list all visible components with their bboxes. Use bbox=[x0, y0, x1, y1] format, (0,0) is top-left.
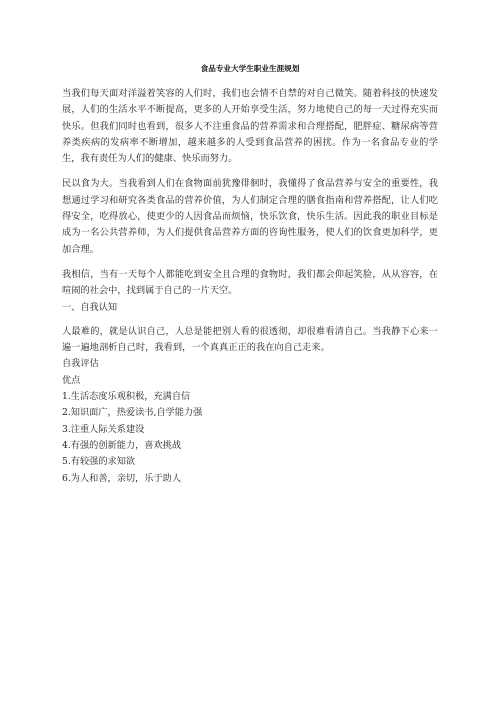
strength-item-5: 5.有较强的求知欲 bbox=[62, 456, 136, 468]
intro-paragraph-2: 民以食为大。当我看到人们在食物面前犹豫徘徊时，我懂得了食品营养与安全的重要性，我想通过学习和研究各类食品的营养价值，为人们制定合理的膳食指南和营养搭配，让人们吃得安全，吃得放心，使更少的人因食品而烦恼，快乐饮食，快乐生活。因此我的职业目标是成为一名公共营养师，为人们提供食品营养方面的咨询性服务，使人们的饮食更加科学，更加合理。 bbox=[62, 178, 438, 255]
intro-paragraph-3: 我相信，当有一天每个人都能吃到安全且合理的食物时，我们都会仰起笑脸，从从容容，在喧闹的社会中，找到属于自己的一片天空。 bbox=[62, 268, 438, 297]
self-evaluation-heading: 自我评估 bbox=[62, 358, 99, 370]
strength-item-2: 2.知识面广，热爱读书,自学能力强 bbox=[62, 407, 203, 419]
strength-item-3: 3.注重人际关系建设 bbox=[62, 423, 145, 435]
strength-item-6: 6.为人和善，亲切，乐于助人 bbox=[62, 472, 182, 484]
intro-paragraph-1: 当我们每天面对洋溢着笑容的人们时，我们也会情不自禁的对自己微笑。随着科技的快速发展，人们的生活水平不断提高，更多的人开始享受生活，努力地使自己的每一天过得充实而快乐。但我们同时也看到，很多人不注重食品的营养需求和合理搭配，肥胖症、糖尿病等营养类疾病的发病率不断增加，越来越多的人受到食品营养的困扰。作为一名食品专业的学生，我有责任为人们的健康、快乐而努力。 bbox=[62, 88, 438, 165]
document-page bbox=[62, 64, 438, 487]
strength-item-1: 1.生活态度乐观积极，充满自信 bbox=[62, 391, 191, 403]
document-title: 食品专业大学生职业生涯规划 bbox=[200, 64, 300, 73]
strengths-heading: 优点 bbox=[62, 374, 81, 386]
strength-item-4: 4.有强的创新能力，喜欢挑战 bbox=[62, 439, 182, 451]
section-heading-self-awareness: 一、自我认知 bbox=[62, 301, 118, 313]
self-awareness-paragraph: 人最难的，就是认识自己，人总是能把别人看的很透彻，却很难看清自己。当我静下心来一遍一遍地剖析自己时，我看到，一个真真正正的我在向自己走来。 bbox=[62, 325, 438, 354]
strengths-list bbox=[62, 389, 438, 487]
